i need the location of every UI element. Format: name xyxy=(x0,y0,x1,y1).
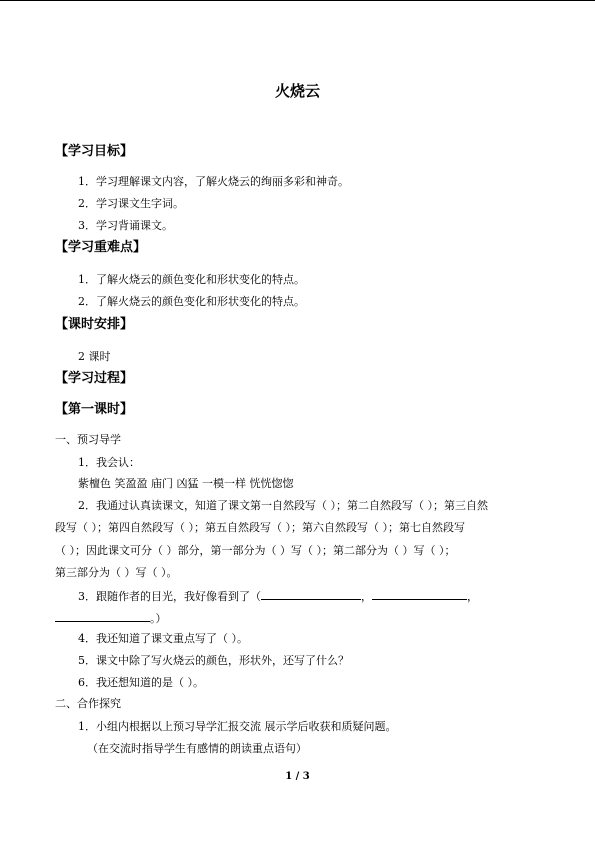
part1-item6: 6．我还想知道的是（ ）。 xyxy=(78,676,204,689)
part2-note: （在交流时指导学生有感情的朗读重点语句） xyxy=(87,742,307,755)
part2-heading: 二、合作探究 xyxy=(55,697,121,710)
part1-item1-label: 1．我会认： xyxy=(78,456,140,469)
schedule-text: 2 课时 xyxy=(78,350,111,363)
part1-item2-line4: 第三部分为（ ）写（ ）。 xyxy=(55,566,178,579)
page-number: 1 / 3 xyxy=(285,771,310,782)
goals-heading: 【学习目标】 xyxy=(55,144,134,159)
part1-item2-line1: 2．我通过认真读课文，知道了课文第一自然段写（ ）；第二自然段写（ ）；第三自然 xyxy=(78,499,488,512)
answer-blank[interactable] xyxy=(261,588,361,600)
part1-heading: 一、预习导学 xyxy=(55,433,121,446)
answer-blank[interactable] xyxy=(372,588,467,600)
answer-blank[interactable] xyxy=(55,610,150,622)
lesson1-heading: 【第一课时】 xyxy=(55,402,134,417)
part2-item1: 1．小组内根据以上预习导学汇报交流 展示学后收获和质疑问题。 xyxy=(78,720,397,733)
key-points-heading: 【学习重难点】 xyxy=(55,240,147,255)
key-point-1: 1．了解火烧云的颜色变化和形状变化的特点。 xyxy=(78,273,305,286)
part1-item2-line3: （ ）；因此课文可分（ ）部分，第一部分为（ ）写（ ）；第二部分为（ ）写（ ）； xyxy=(55,544,456,557)
part1-item3-separator: ， xyxy=(467,590,478,603)
part1-item1-words: 紫檀色 笑盈盈 庙门 凶猛 一模一样 恍恍惚惚 xyxy=(78,477,294,490)
part1-item4: 4．我还知道了课文重点写了（ ）。 xyxy=(78,632,248,645)
goal-item-2: 2．学习课文生字词。 xyxy=(78,197,184,210)
key-point-2: 2．了解火烧云的颜色变化和形状变化的特点。 xyxy=(78,295,305,308)
part1-item3-prompt: 3．跟随作者的目光，我好像看到了（ xyxy=(78,590,261,603)
part1-item5: 5．课文中除了写火烧云的颜色，形状外，还写了什么？ xyxy=(78,654,349,667)
part1-item3-end: 。） xyxy=(150,612,167,625)
page-title: 火烧云 xyxy=(274,82,320,100)
part1-item3-separator: ， xyxy=(361,590,372,603)
process-heading: 【学习过程】 xyxy=(55,371,134,386)
part1-item3-line1 xyxy=(78,588,478,604)
part1-item2-line2: 段写（ ）；第四自然段写（ ）；第五自然段写（ ）；第六自然段写（ ）；第七自然段写 xyxy=(55,521,465,534)
part1-item3-line2 xyxy=(55,610,167,626)
goal-item-1: 1．学习理解课文内容，了解火烧云的绚丽多彩和神奇。 xyxy=(78,175,349,188)
goal-item-3: 3．学习背诵课文。 xyxy=(78,219,173,232)
schedule-heading: 【课时安排】 xyxy=(55,317,134,332)
top-border-line xyxy=(0,0,595,1)
